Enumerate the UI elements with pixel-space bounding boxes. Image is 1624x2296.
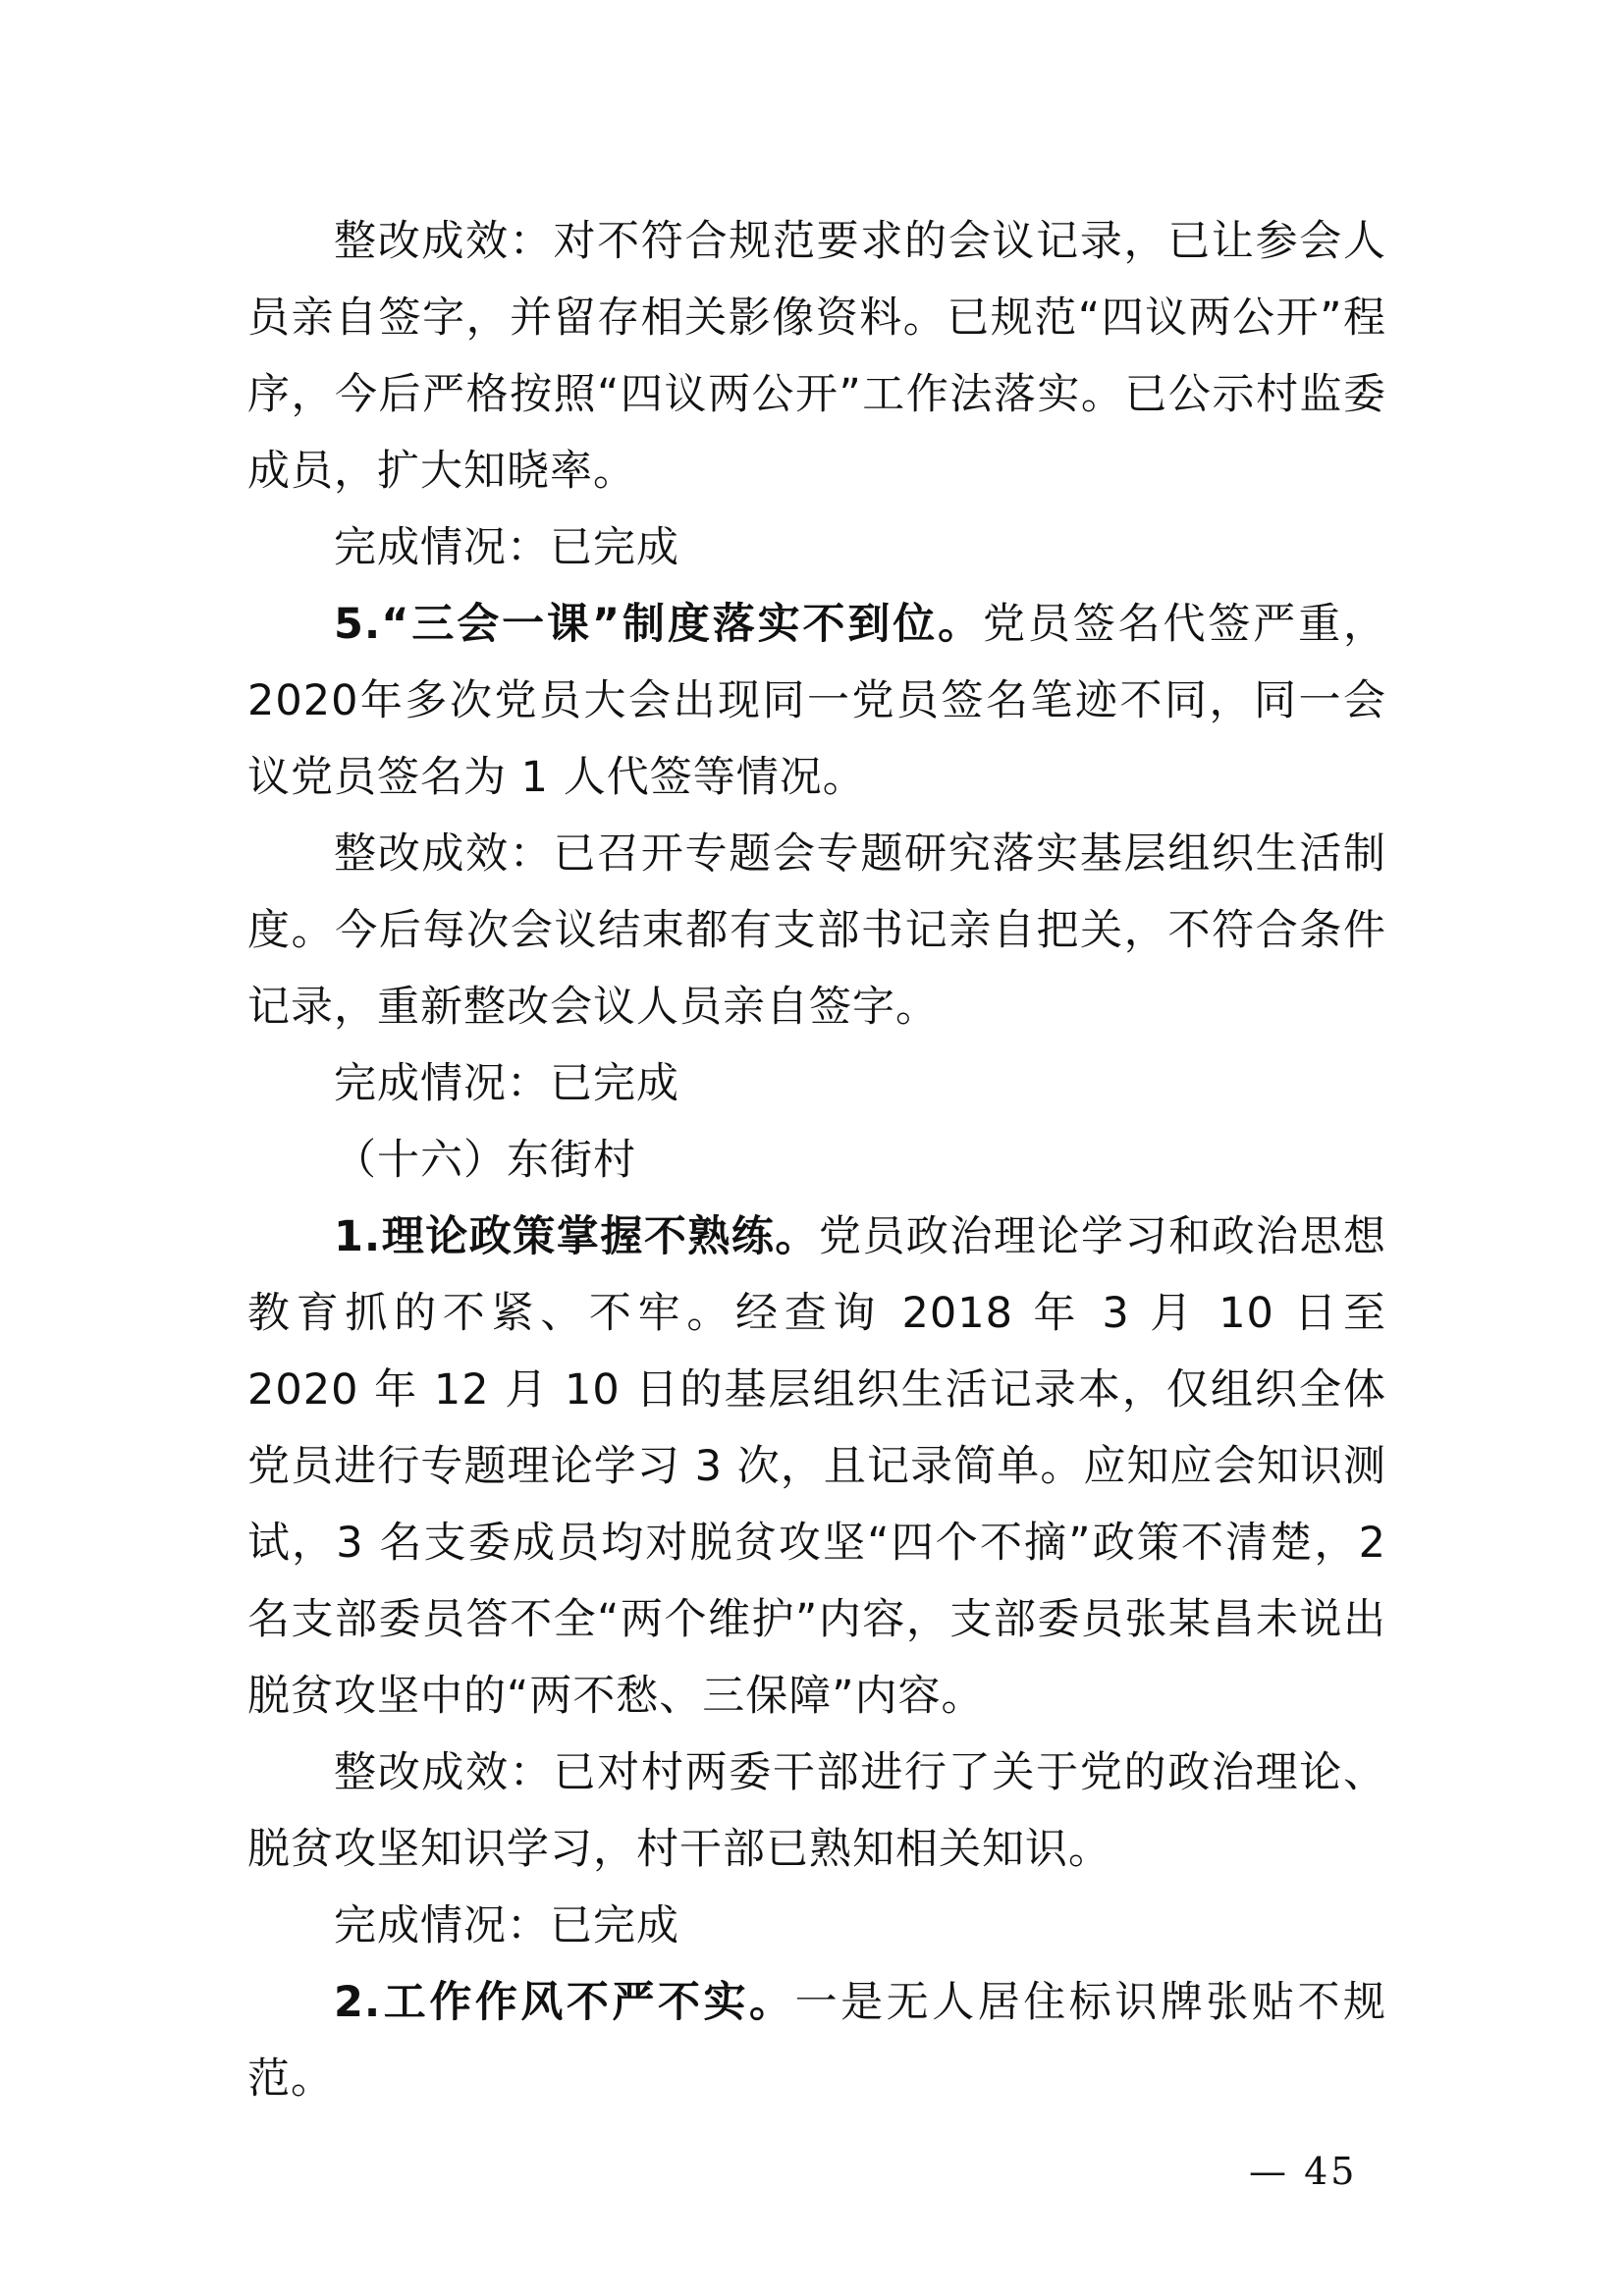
issue-5-heading: 5.“三会一课”制度落实不到位。 — [334, 600, 984, 649]
document-body — [247, 203, 1386, 2117]
issue-2-heading: 2.工作作风不严不实。 — [334, 1978, 795, 2027]
completion-status-paragraph: 完成情况：已完成 — [334, 523, 679, 572]
rectification-result-paragraph: 整改成效：已召开专题会专题研究落实基层组织生活制度。今后每次会议结束都有支部书记亲自把关，不符合条件记录，重新整改会议人员亲自签字。 — [247, 829, 1386, 1032]
completion-status-paragraph: 完成情况：已完成 — [334, 1059, 679, 1108]
page-number: — 45 — [1249, 2150, 1358, 2193]
completion-status-paragraph: 完成情况：已完成 — [334, 1901, 679, 1950]
issue-1-heading: 1.理论政策掌握不熟练。 — [334, 1212, 819, 1261]
issue-2-paragraph: 2.工作作风不严不实。一是无人居住标识牌张贴不规范。 — [247, 1978, 1386, 2104]
issue-1-paragraph: 1.理论政策掌握不熟练。党员政治理论学习和政治思想教育抓的不紧、不牢。经查询 2018 年 3 月 10 日至 2020 年 12 月 10 日的基层组织生活记录本，仅组织全体党员进行专题理论学习 3 次，且记录简单。应知应会知识测试，3 名支委成员均对脱贫攻坚“四个不摘”政策不清楚，2 名支部委员答不全“两个维护”内容，支部委员张某昌未说出脱贫攻坚中的“两不愁、三保障”内容。 — [247, 1212, 1386, 1721]
section-heading-dongjie-village: （十六）东街村 — [334, 1136, 636, 1185]
issue-5-paragraph: 5.“三会一课”制度落实不到位。党员签名代签严重，2020年多次党员大会出现同一党员签名笔迹不同，同一会议党员签名为 1 人代签等情况。 — [247, 600, 1387, 802]
rectification-result-paragraph: 整改成效：已对村两委干部进行了关于党的政治理论、脱贫攻坚知识学习，村干部已熟知相关知识。 — [247, 1748, 1386, 1874]
rectification-result-paragraph: 整改成效：对不符合规范要求的会议记录，已让参会人员亲自签字，并留存相关影像资料。已规范“四议两公开”程序，今后严格按照“四议两公开”工作法落实。已公示村监委成员，扩大知晓率。 — [247, 217, 1386, 496]
